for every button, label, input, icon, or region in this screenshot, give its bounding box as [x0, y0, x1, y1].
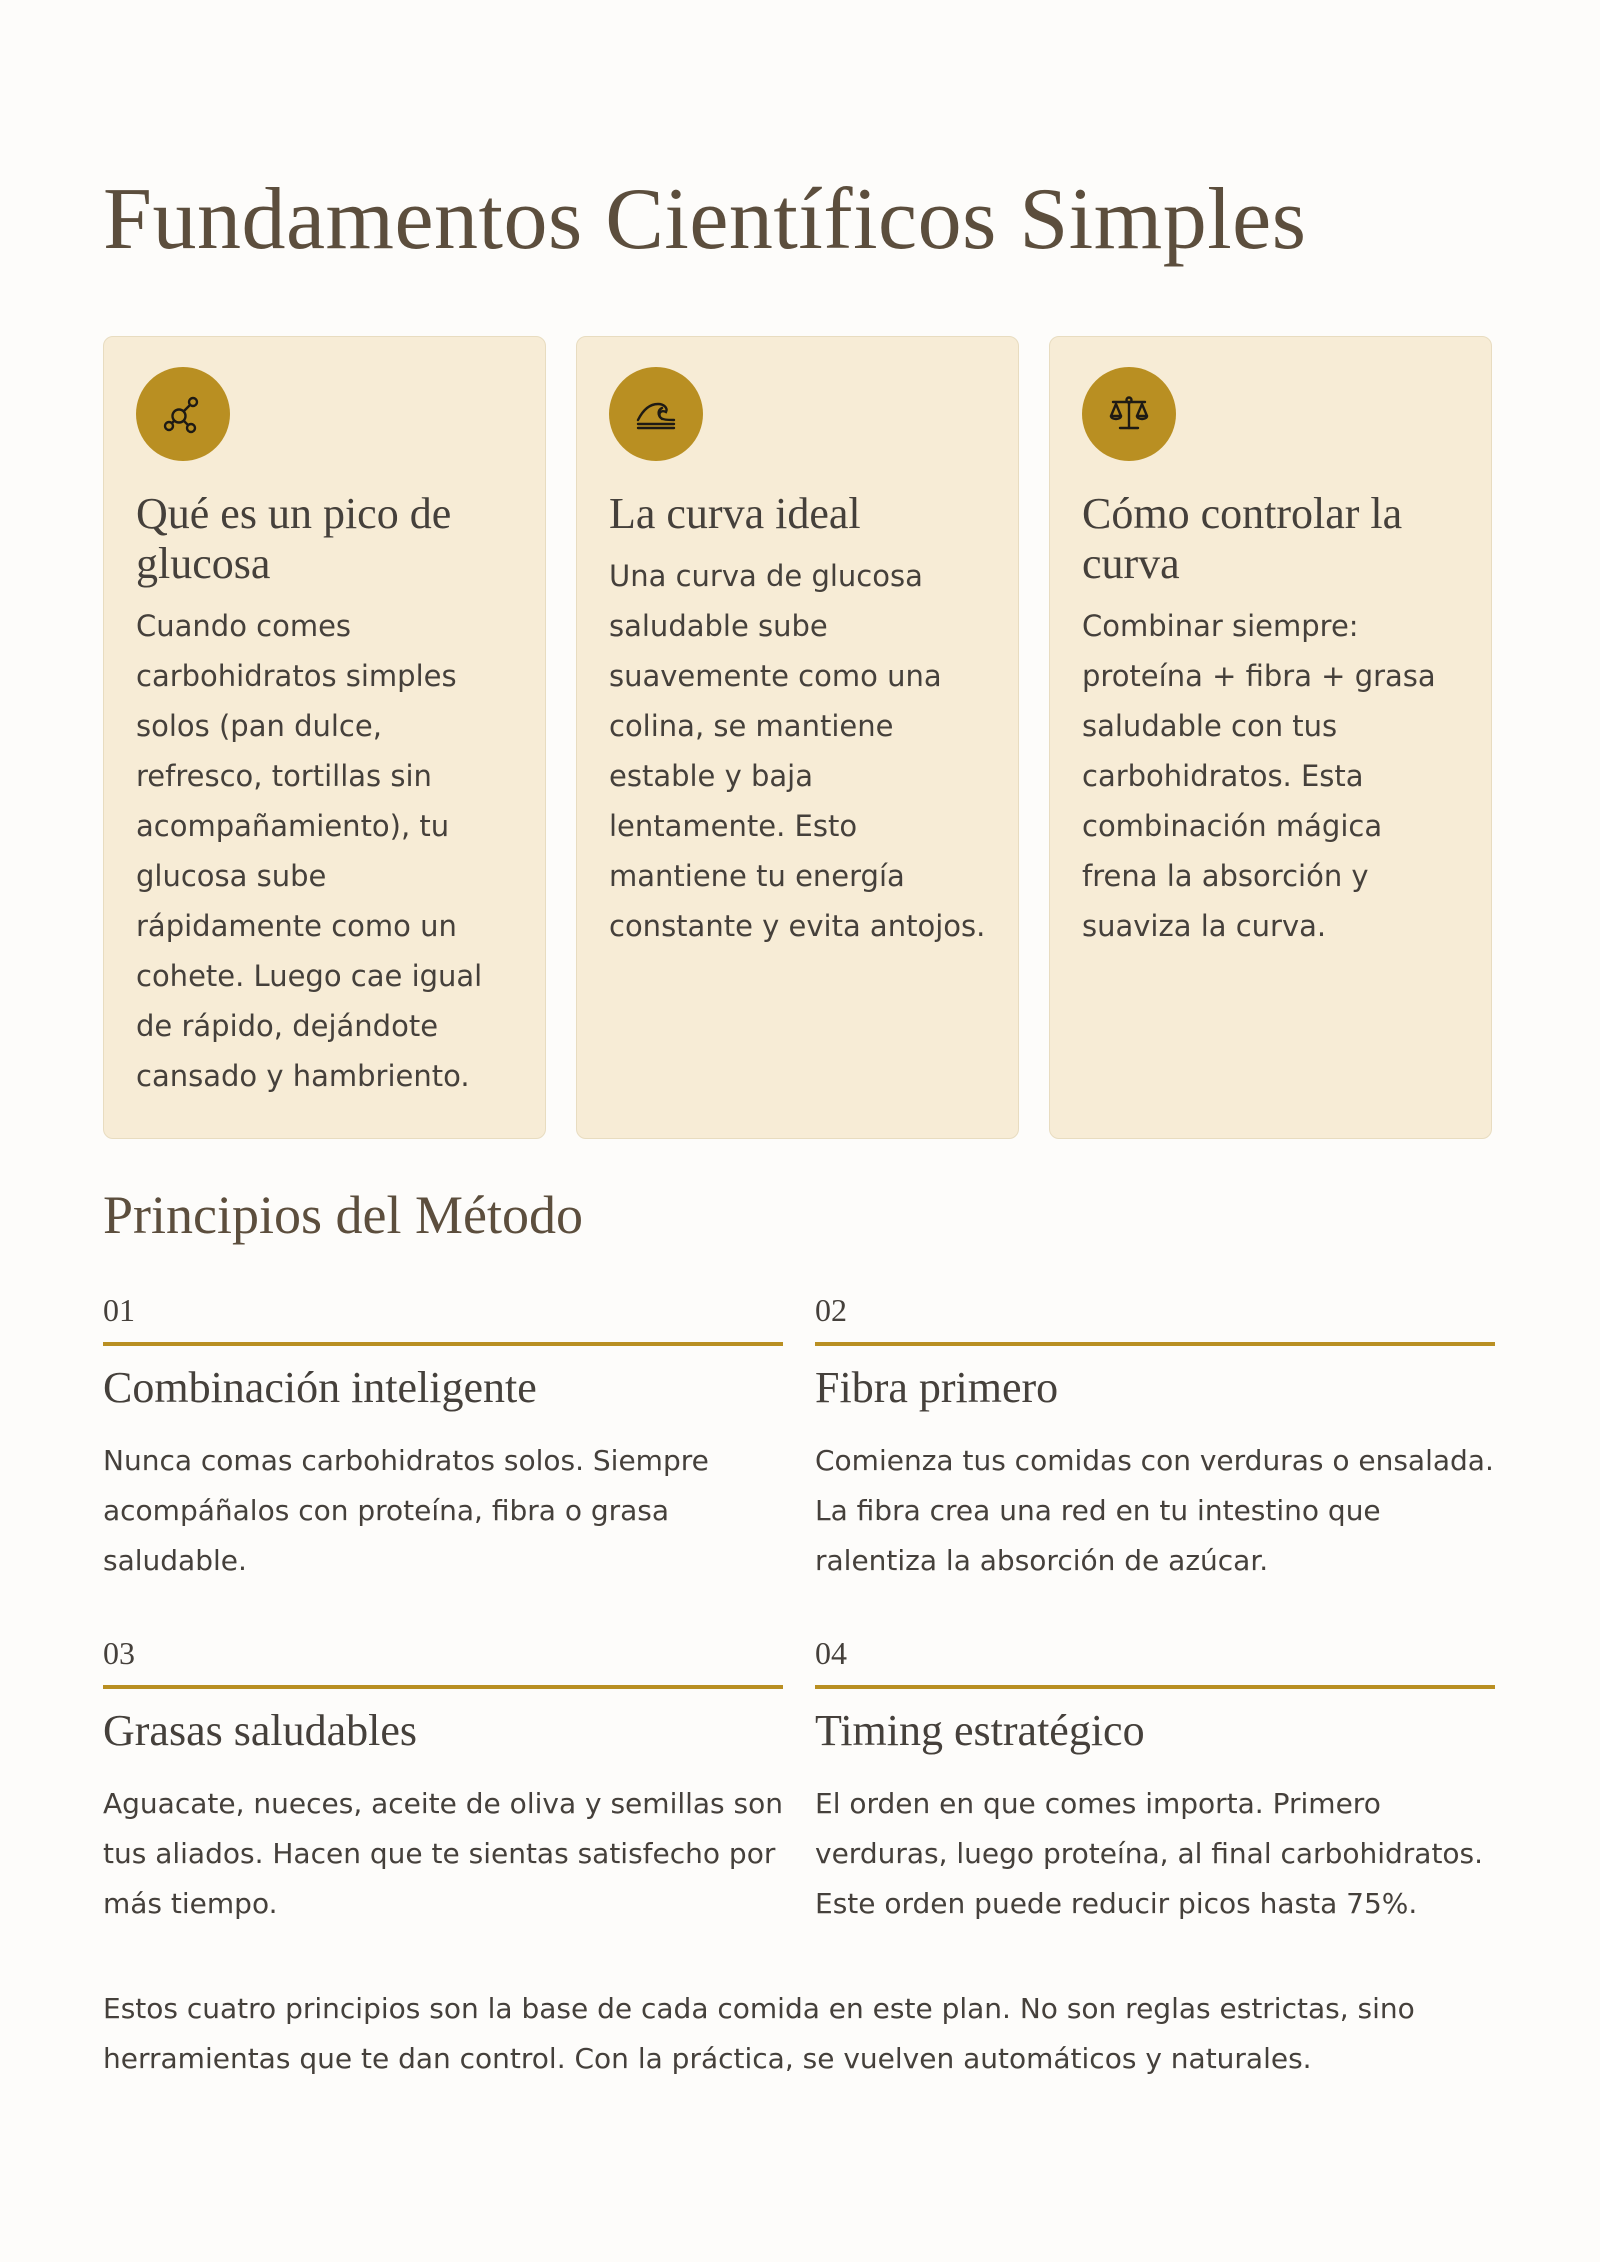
concept-cards [103, 336, 1497, 1139]
principle-number: 01 [103, 1290, 783, 1346]
principle-text: Nunca comas carbohidratos solos. Siempre acompáñalos con proteína, fibra o grasa saludable. [103, 1444, 709, 1577]
principle-number: 02 [815, 1290, 1495, 1346]
balance-scale-icon [1082, 367, 1176, 461]
principle-title: Fibra primero [815, 1363, 1059, 1412]
card-text: Una curva de glucosa saludable sube suavemente como una colina, se mantiene estable y baja lentamente. Esto mantiene tu energía constante y evita antojos. [609, 559, 986, 943]
section-title: Principios del Método [103, 1185, 583, 1245]
card-control-curve [1049, 336, 1492, 1139]
principle-item [815, 1633, 1495, 1929]
closing-paragraph: Estos cuatro principios son la base de cada comida en este plan. No son reglas estrictas, sino herramientas que te dan control. Con la práctica, se vuelven automáticos y naturales. [103, 1992, 1415, 2075]
principle-item [815, 1290, 1495, 1586]
card-title: Qué es un pico de glucosa [136, 489, 452, 588]
card-title: Cómo controlar la curva [1082, 489, 1403, 588]
principle-number: 04 [815, 1633, 1495, 1689]
principle-title: Timing estratégico [815, 1706, 1145, 1755]
card-title: La curva ideal [609, 489, 861, 538]
wave-icon [609, 367, 703, 461]
principle-number: 03 [103, 1633, 783, 1689]
principle-title: Combinación inteligente [103, 1363, 537, 1412]
principle-item [103, 1290, 783, 1586]
principle-text: Comienza tus comidas con verduras o ensalada. La fibra crea una red en tu intestino que ralentiza la absorción de azúcar. [815, 1444, 1494, 1577]
card-ideal-curve [576, 336, 1019, 1139]
page-title: Fundamentos Científicos Simples [103, 171, 1307, 268]
principle-item [103, 1633, 783, 1929]
card-text: Cuando comes carbohidratos simples solos (pan dulce, refresco, tortillas sin acompañamiento), tu glucosa sube rápidamente como un cohete. Luego cae igual de rápido, dejándote cansado y hambriento. [136, 609, 483, 1093]
molecule-icon [136, 367, 230, 461]
principle-text: El orden en que comes importa. Primero verduras, luego proteína, al final carbohidratos. Este orden puede reducir picos hasta 75%. [815, 1787, 1484, 1920]
card-glucose-spike [103, 336, 546, 1139]
card-text: Combinar siempre: proteína + fibra + grasa saludable con tus carbohidratos. Esta combinación mágica frena la absorción y suaviza la curva. [1082, 609, 1436, 943]
principle-title: Grasas saludables [103, 1706, 418, 1755]
principle-text: Aguacate, nueces, aceite de oliva y semillas son tus aliados. Hacen que te sientas satisfecho por más tiempo. [103, 1787, 784, 1920]
